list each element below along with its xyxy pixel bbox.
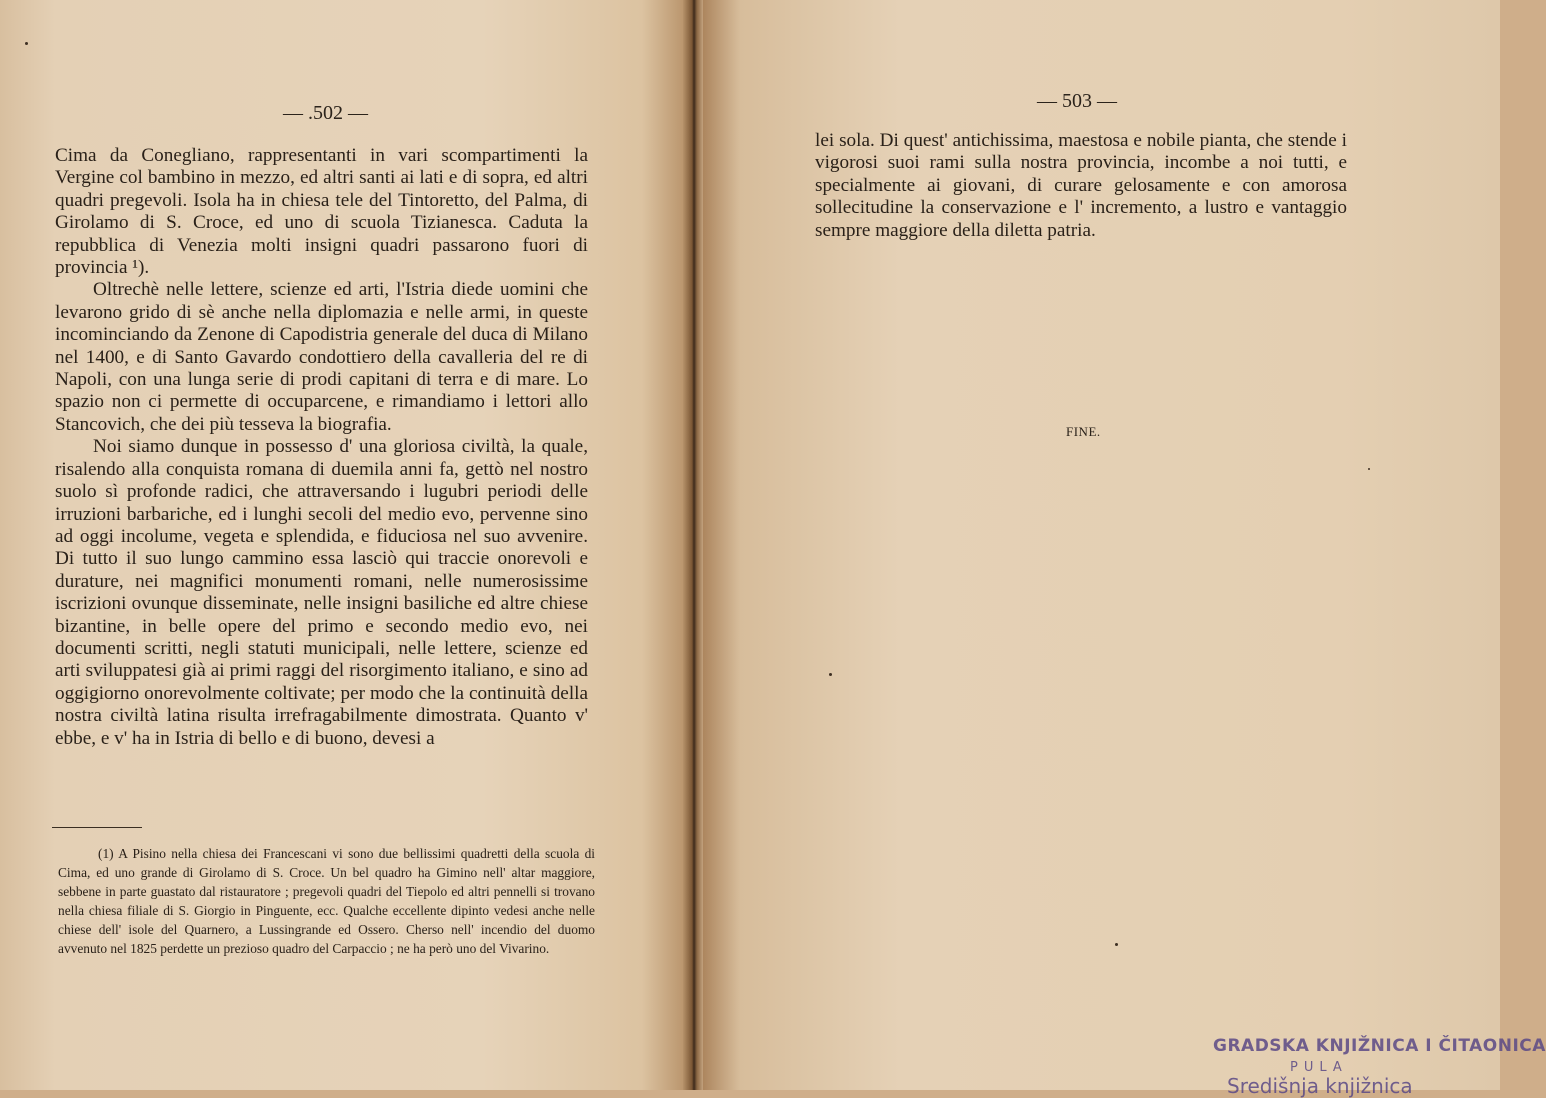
- right-page-body: [815, 130, 1347, 242]
- left-page-body: [55, 145, 588, 750]
- paragraph: lei sola. Di quest' antichissima, maestosa e nobile pianta, che stende i vigorosi suoi rami sulla nostra provincia, incombe a noi tutti, e specialmente ai giovani, di curare gelosamente e con amorosa sollecitudine la conservazione e l' incremento, a lustro e vantaggio sempre maggiore della diletta patria.: [815, 130, 1347, 241]
- paper-speck: [829, 673, 832, 676]
- page-number-right: — 503 —: [1037, 90, 1117, 112]
- page-number-left: — .502 —: [283, 102, 368, 124]
- stamp-line: GRADSKA KNJIŽNICA I ČITAONICA: [1213, 1036, 1546, 1056]
- footnote-rule: [52, 827, 142, 828]
- end-mark: FINE.: [1066, 424, 1101, 439]
- paragraph: Noi siamo dunque in possesso d' una gloriosa civiltà, la quale, risalendo alla conquista romana di duemila anni fa, gettò nel nostro suolo sì profonde radici, che attraversando i lugubri periodi delle irruzioni barbariche, ed i lunghi secoli del medio evo, pervenne sino ad oggi incolume, vegeta e splendida, e fiduciosa nel suo avvenire. Di tutto il suo lungo cammino essa lasciò qui traccie onorevoli e durature, nei magnifici monumenti romani, nelle numerosissime iscrizioni ovunque disseminate, nelle insigni basiliche ed altre chiese bizantine, in belle opere del primo e secondo medio evo, nei documenti scritti, negli statuti municipali, nelle lettere, scienze ed arti sviluppatesi già ai primi raggi del risorgimento italiano, e sino ad oggigiorno onorevolmente coltivate; per modo che la continuità della nostra civiltà latina risulta irrefragabilmente dimostrata. Quanto v' ebbe, e v' ha in Istria di bello e di buono, devesi a: [55, 436, 588, 749]
- footnote: (1) A Pisino nella chiesa dei Francescani vi sono due bellissimi quadretti della scuola di Cima, ed uno grande di Girolamo di S. Croce. Un bel quadro ha Gimino nell' altar maggiore, sebbene in parte guastato dal ristauratore ; pregevoli quadri del Tiepolo ed altri pennelli si trovano nella chiesa filiale di S. Giorgio in Pinguente, ecc. Qualche eccellente dipinto vedesi anche nelle chiese dell' isole del Quarnero, a Lussingrande ed Ossero. Cherso nell' incendio del duomo avvenuto nel 1825 perdette un prezioso quadro del Carpaccio ; ne ha però uno del Vivarino.: [58, 846, 595, 956]
- paragraph: Oltrechè nelle lettere, scienze ed arti, l'Istria diede uomini che levarono grido di sè anche nella diplomazia e nelle armi, in queste incominciando da Zenone di Capodistria generale del duca di Milano nel 1400, e di Santo Gavardo condottiero della cavalleria del re di Napoli, con una lunga serie di prodi capitani di terra e di mare. Lo spazio non ci permette di occuparcene, e rimandiamo i lettori allo Stancovich, che dei più tesseva la biografia.: [55, 279, 588, 435]
- paragraph: Cima da Conegliano, rappresentanti in vari scompartimenti la Vergine col bambino in mezzo, ed altri santi ai lati e di sopra, ed altri quadri pregevoli. Isola ha in chiesa tele del Tintoretto, del Palma, di Girolamo di S. Croce, ed uno di scuola Tizianesca. Caduta la repubblica di Venezia molti insigni quadri passarono fuori di provincia ¹).: [55, 145, 588, 279]
- stamp-line: Središnja knjižnica: [1227, 1074, 1413, 1098]
- paper-speck: [25, 42, 28, 45]
- paper-speck: [1115, 943, 1118, 946]
- paper-speck: [1368, 468, 1370, 470]
- stamp-line: PULA: [1290, 1060, 1348, 1075]
- library-stamp: [1205, 1032, 1546, 1098]
- book-gutter: [683, 0, 703, 1090]
